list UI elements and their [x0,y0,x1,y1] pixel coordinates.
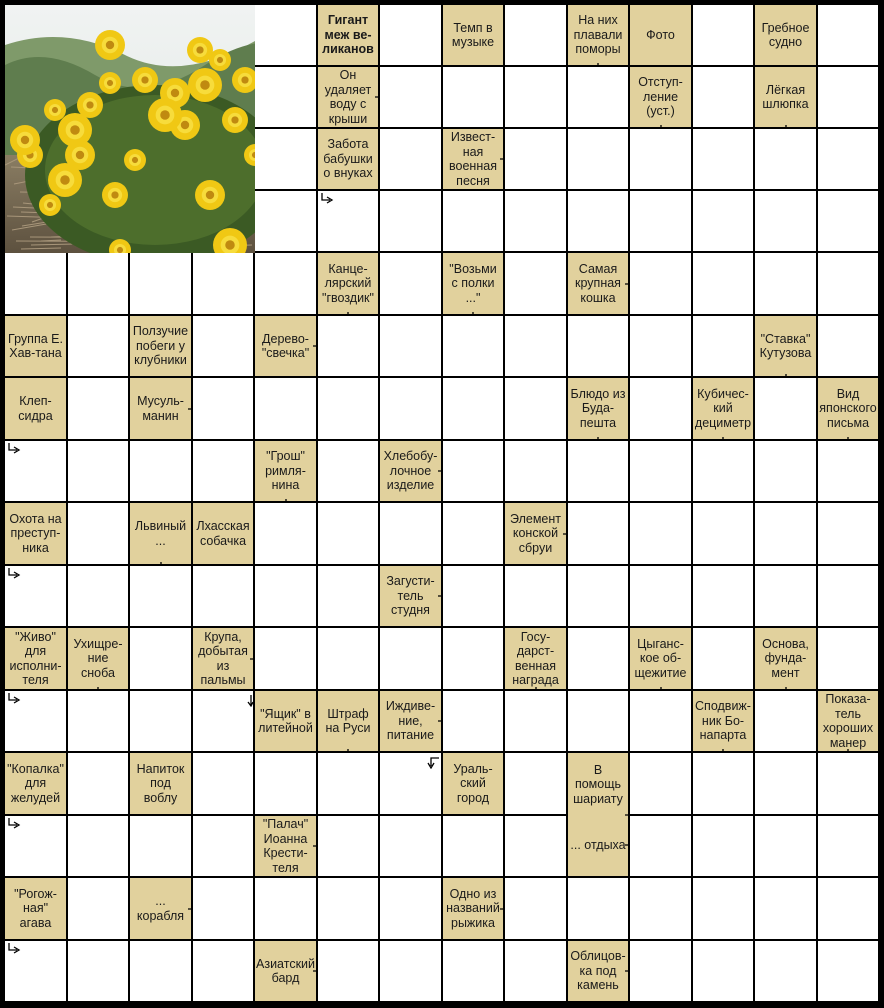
clue-text: На них плавали поморы [573,13,623,57]
answer-cell[interactable] [568,566,628,626]
answer-cell[interactable] [68,816,128,876]
answer-cell[interactable] [443,191,503,251]
answer-cell[interactable] [568,691,628,751]
answer-cell[interactable] [630,753,691,814]
answer-cell[interactable] [380,67,441,127]
answer-cell[interactable] [5,253,66,314]
clue-text: Забота бабушки о внуках [323,137,373,181]
clue-text: Лёгкая шлюпка [762,82,809,111]
clue-cell [568,253,628,314]
clue-text: Ураль-ский город [453,761,493,805]
clue-text: Охота на преступ-ника [9,511,62,555]
answer-cell[interactable] [193,878,253,939]
clue-cell [5,503,66,564]
answer-cell[interactable] [818,941,878,1001]
clue-cell [443,253,503,314]
answer-cell[interactable] [380,503,441,564]
answer-cell[interactable] [818,191,878,251]
answer-cell[interactable] [693,316,753,376]
answer-cell[interactable] [380,316,441,376]
answer-cell[interactable] [693,628,753,689]
answer-cell[interactable] [255,191,316,251]
clue-cell [630,67,691,127]
answer-cell[interactable] [505,753,566,814]
clue-text: Блюдо из Буда-пешта [570,386,626,430]
answer-cell[interactable] [818,5,878,65]
answer-cell[interactable] [630,253,691,314]
clue-cell [193,503,253,564]
clue-text: Извест-ная военная песня [449,130,497,188]
answer-cell[interactable] [693,5,753,65]
answer-cell[interactable] [630,941,691,1001]
answer-cell[interactable] [193,566,253,626]
answer-cell[interactable] [443,67,503,127]
clue-cell [755,628,816,689]
answer-cell[interactable] [630,191,691,251]
answer-cell[interactable] [755,191,816,251]
clue-text: Загусти-тель студня [386,574,435,618]
answer-cell[interactable] [818,316,878,376]
answer-cell[interactable] [68,941,128,1001]
answer-cell[interactable] [255,129,316,189]
answer-cell[interactable] [5,816,66,876]
answer-cell[interactable] [68,378,128,439]
clue-cell [255,816,316,876]
clue-text: В помощь шариату [573,762,623,806]
answer-cell[interactable] [505,441,566,501]
clue-text: Гигант меж ве-ликанов [322,13,374,57]
answer-cell[interactable] [68,691,128,751]
answer-cell[interactable] [380,941,441,1001]
answer-cell[interactable] [755,441,816,501]
answer-cell[interactable] [443,941,503,1001]
clue-text: Госу-дарст-венная награда [512,629,559,687]
answer-cell[interactable] [193,816,253,876]
clue-cell [130,316,191,376]
clue-text: Элемент конской сбруи [510,511,561,555]
answer-cell[interactable] [505,878,566,939]
answer-cell[interactable] [68,878,128,939]
answer-cell[interactable] [443,691,503,751]
clue-cell [380,441,441,501]
answer-cell[interactable] [630,878,691,939]
answer-cell[interactable] [443,503,503,564]
answer-cell[interactable] [755,378,816,439]
clue-text: Сподвиж-ник Бо-напарта [695,699,751,743]
answer-cell[interactable] [693,816,753,876]
clue-cell [5,753,66,814]
answer-cell[interactable] [755,941,816,1001]
answer-cell[interactable] [318,753,378,814]
answer-cell[interactable] [568,191,628,251]
answer-cell[interactable] [380,191,441,251]
answer-cell[interactable] [255,503,316,564]
answer-cell[interactable] [130,253,191,314]
clue-text: Основа, фунда-мент [762,636,809,680]
clue-text: Ухищре-ние сноба [73,636,123,680]
answer-cell[interactable] [130,566,191,626]
answer-cell[interactable] [505,191,566,251]
answer-cell[interactable] [193,253,253,314]
clue-text: Темп в музыке [451,20,495,49]
clue-text: Напиток под воблу [136,761,185,805]
clue-cell [5,316,66,376]
clue-cell [318,129,378,189]
answer-cell[interactable] [693,503,753,564]
answer-cell[interactable] [318,941,378,1001]
clue-cell [255,691,316,751]
clue-cell [443,878,503,939]
answer-cell[interactable] [693,878,753,939]
clue-text: Азиатский бард [256,956,315,985]
answer-cell[interactable] [443,816,503,876]
clue-text: Львиный ... [134,519,187,548]
answer-cell[interactable] [193,753,253,814]
answer-cell[interactable] [380,378,441,439]
answer-cell[interactable] [505,67,566,127]
answer-cell[interactable] [818,878,878,939]
clue-text: Одно из названий рыжика [446,886,500,930]
answer-cell[interactable] [318,816,378,876]
clue-cell [318,67,378,127]
clue-cell [630,628,691,689]
answer-cell[interactable] [193,941,253,1001]
answer-cell[interactable] [255,253,316,314]
yellow-flowers-photo [5,5,255,253]
clue-text: "Живо" для исполни-теля [9,629,62,687]
clue-cell [5,878,66,939]
answer-cell[interactable] [68,566,128,626]
clue-cell [568,378,628,439]
answer-cell[interactable] [380,129,441,189]
answer-cell[interactable] [755,566,816,626]
answer-cell[interactable] [318,878,378,939]
answer-cell[interactable] [443,378,503,439]
answer-cell[interactable] [818,441,878,501]
answer-cell[interactable] [693,566,753,626]
answer-cell[interactable] [255,5,316,65]
clue-cell [630,5,691,65]
clue-text: Кубичес-кий дециметр [694,386,752,430]
answer-cell[interactable] [380,753,441,814]
answer-cell[interactable] [68,253,128,314]
clue-cell [693,378,753,439]
answer-cell[interactable] [130,628,191,689]
answer-cell[interactable] [130,691,191,751]
answer-cell[interactable] [130,816,191,876]
clue-cell [68,628,128,689]
answer-cell[interactable] [755,129,816,189]
clue-cell [380,566,441,626]
answer-cell[interactable] [255,67,316,127]
answer-cell[interactable] [68,316,128,376]
answer-cell[interactable] [630,378,691,439]
answer-cell[interactable] [318,628,378,689]
clue-cell [568,5,628,65]
answer-cell[interactable] [755,753,816,814]
answer-cell[interactable] [818,753,878,814]
answer-cell[interactable] [630,316,691,376]
clue-cell [130,378,191,439]
answer-cell[interactable] [443,441,503,501]
clue-text: Вид японского письма [819,386,877,430]
clue-cell [318,5,378,65]
answer-cell[interactable] [193,691,253,751]
clue-text: Группа Е. Хав-тана [8,331,63,360]
answer-cell[interactable] [630,691,691,751]
clue-text: Мусуль-манин [137,394,184,423]
clue-cell [443,753,503,814]
clue-text: Гребное судно [761,20,810,49]
answer-cell[interactable] [693,129,753,189]
answer-cell[interactable] [568,503,628,564]
answer-cell[interactable] [5,441,66,501]
answer-cell[interactable] [5,566,66,626]
clue-cell [380,691,441,751]
clue-cell [255,941,316,1001]
clue-text: Фото [646,27,675,42]
clue-cell [568,941,628,1001]
answer-cell[interactable] [68,753,128,814]
answer-cell[interactable] [443,566,503,626]
clue-cell [693,691,753,751]
answer-cell[interactable] [68,503,128,564]
answer-cell[interactable] [130,941,191,1001]
clue-cell [130,753,191,814]
answer-cell[interactable] [755,253,816,314]
answer-cell[interactable] [505,816,566,876]
clue-text: Лхасская собачка [196,519,250,548]
answer-cell[interactable] [380,878,441,939]
answer-cell[interactable] [380,816,441,876]
answer-cell[interactable] [318,316,378,376]
clue-text: "Возьми с полки ..." [449,261,497,305]
answer-cell[interactable] [193,378,253,439]
answer-cell[interactable] [568,129,628,189]
clue-cell [443,129,503,189]
answer-cell[interactable] [630,816,691,876]
answer-cell[interactable] [255,378,316,439]
answer-cell[interactable] [818,628,878,689]
answer-cell[interactable] [818,503,878,564]
clue-text: ... отдыха [570,837,626,852]
answer-cell[interactable] [318,441,378,501]
clue-text: Канце-лярский "гвоздик" [322,261,374,305]
answer-cell[interactable] [318,566,378,626]
answer-cell[interactable] [443,628,503,689]
clue-cell [255,441,316,501]
answer-cell[interactable] [443,316,503,376]
answer-cell[interactable] [318,378,378,439]
clue-text: Ползучие побеги у клубники [132,324,189,368]
answer-cell[interactable] [5,691,66,751]
answer-cell[interactable] [818,566,878,626]
clue-text: Он удаляет воду с крыши [324,68,372,126]
answer-cell[interactable] [255,628,316,689]
answer-cell[interactable] [568,67,628,127]
answer-cell[interactable] [568,441,628,501]
answer-cell[interactable] [693,753,753,814]
answer-cell[interactable] [505,566,566,626]
answer-cell[interactable] [630,441,691,501]
clue-text: "Рогож-ная" агава [14,886,57,930]
answer-cell[interactable] [318,503,378,564]
answer-cell[interactable] [505,378,566,439]
answer-cell[interactable] [380,5,441,65]
answer-cell[interactable] [693,67,753,127]
clue-text: Крупа, добытая из пальмы [198,629,248,687]
clue-text: Отступ-ление (уст.) [638,75,683,119]
answer-cell[interactable] [505,691,566,751]
clue-text: Хлебобу-лочное изделие [383,449,438,493]
clue-cell [755,316,816,376]
answer-cell[interactable] [193,441,253,501]
clue-cell [505,628,566,689]
answer-cell[interactable] [568,316,628,376]
clue-text: "Грош" римля-нина [265,449,306,493]
answer-cell[interactable] [505,941,566,1001]
answer-cell[interactable] [380,628,441,689]
clue-text: Цыганс-кое об-щежитие [634,636,687,680]
clue-cell [255,316,316,376]
clue-text: "Палач" Иоанна Крести-теля [262,817,309,875]
clue-cell [755,5,816,65]
answer-cell[interactable] [318,191,378,251]
answer-cell[interactable] [630,566,691,626]
answer-cell[interactable] [755,816,816,876]
answer-cell[interactable] [130,441,191,501]
answer-cell[interactable] [380,253,441,314]
clue-text: "Ящик" в литейной [258,706,313,735]
clue-text: Облицов-ка под камень [570,949,626,993]
answer-cell[interactable] [505,129,566,189]
clue-cell [318,691,378,751]
clue-text: Штраф на Руси [325,706,371,735]
answer-cell[interactable] [255,566,316,626]
answer-cell[interactable] [693,941,753,1001]
clue-cell [5,628,66,689]
answer-cell[interactable] [5,941,66,1001]
clue-cell [505,503,566,564]
answer-cell[interactable] [255,753,316,814]
clue-text: "Копалка" для желудей [7,761,64,805]
clue-text: Показа-тель хороших манер [822,692,874,750]
clue-cell [5,378,66,439]
clue-cell [818,378,878,439]
answer-cell[interactable] [193,316,253,376]
answer-cell[interactable] [755,503,816,564]
answer-cell[interactable] [568,628,628,689]
clue-text: Иждиве-ние, питание [385,699,436,743]
clue-text: ... корабля [136,894,185,923]
answer-cell[interactable] [818,816,878,876]
clue-cell [818,691,878,751]
clue-cell [318,253,378,314]
clue-cell [130,878,191,939]
clue-cell [443,5,503,65]
answer-cell[interactable] [505,253,566,314]
answer-cell[interactable] [818,253,878,314]
answer-cell[interactable] [755,691,816,751]
clue-text: Самая крупная кошка [575,261,621,305]
answer-cell[interactable] [255,878,316,939]
answer-cell[interactable] [630,129,691,189]
answer-cell[interactable] [68,441,128,501]
clue-text: Клеп-сидра [18,394,53,423]
answer-cell[interactable] [818,67,878,127]
answer-cell[interactable] [568,878,628,939]
answer-cell[interactable] [693,191,753,251]
answer-cell[interactable] [505,316,566,376]
clue-cell [755,67,816,127]
answer-cell[interactable] [693,441,753,501]
answer-cell[interactable] [505,5,566,65]
clue-text: Дерево-"свечка" [261,331,310,360]
clue-text: "Ставка" Кутузова [759,331,812,360]
clue-cell [130,503,191,564]
clue-cell [193,628,253,689]
answer-cell[interactable] [755,878,816,939]
answer-cell[interactable] [693,253,753,314]
clue-cell [568,753,628,876]
answer-cell[interactable] [630,503,691,564]
answer-cell[interactable] [818,129,878,189]
